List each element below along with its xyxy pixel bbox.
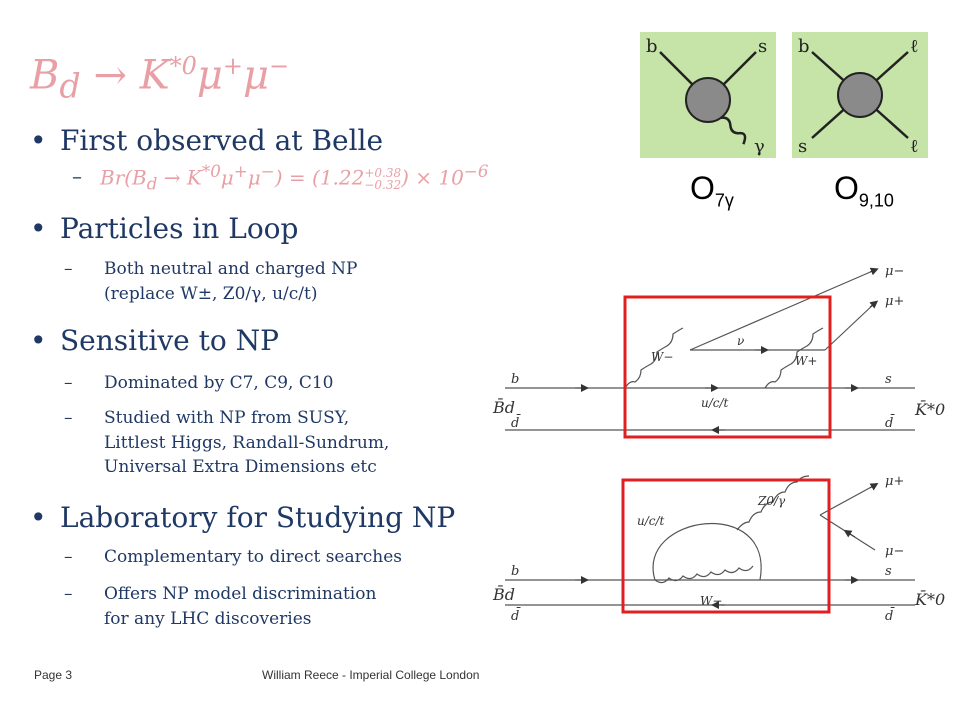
bullet-first-observed: • First observed at Belle [30, 124, 384, 157]
penguin-feynman-diagram [475, 455, 945, 630]
svg-text:μ−: μ− [885, 544, 905, 559]
svg-text:K̄*0: K̄*0 [915, 400, 945, 419]
svg-text:ν: ν [737, 334, 745, 348]
bullet-particles-loop: • Particles in Loop [30, 212, 299, 245]
bullet-dot: • [30, 124, 47, 157]
operator-o910-diagram [792, 32, 928, 158]
footer-page-number: Page 3 [34, 668, 73, 682]
svg-text:μ−: μ− [885, 264, 905, 279]
svg-text:s: s [758, 36, 768, 57]
svg-text:s: s [885, 564, 892, 579]
bullet-laboratory-np: • Laboratory for Studying NP [30, 501, 456, 534]
svg-text:B̄d: B̄d [493, 398, 515, 417]
svg-text:d̄: d̄ [511, 416, 520, 431]
svg-text:u/c/t: u/c/t [701, 396, 729, 410]
svg-text:b: b [798, 36, 810, 57]
svg-text:s: s [885, 372, 892, 387]
svg-text:W−: W− [651, 350, 674, 364]
svg-text:d̄: d̄ [885, 416, 894, 431]
svg-text:γ: γ [754, 136, 765, 157]
footer-author: William Reece - Imperial College London [262, 668, 480, 682]
branching-ratio-formula: $Br(B_d \to K^{*0}\mu^+\mu^-) = (1.22$ +0.38 −0.32 ) × $10^{-6}$ [100, 162, 489, 194]
svg-text:s: s [798, 136, 808, 157]
svg-text:B̄d: B̄d [493, 585, 515, 604]
formula-dash: – [72, 164, 82, 188]
operator-o910-label: $O_{9,10}$ [834, 170, 894, 211]
box-feynman-diagram [475, 255, 945, 455]
operator-o7-diagram [640, 32, 776, 158]
svg-text:ℓ: ℓ [910, 36, 919, 57]
svg-text:Z0/γ: Z0/γ [758, 494, 786, 508]
svg-text:W+: W+ [795, 354, 818, 368]
svg-text:u/c/t: u/c/t [637, 514, 665, 528]
svg-text:K̄*0: K̄*0 [915, 590, 945, 609]
svg-text:b: b [511, 564, 520, 579]
slide-title: $B_d \to K^{*0}\mu^+\mu^-$ [30, 52, 290, 106]
svg-text:d̄: d̄ [511, 609, 520, 624]
svg-text:b: b [511, 372, 520, 387]
svg-text:W−: W− [700, 594, 723, 608]
svg-text:ℓ: ℓ [910, 136, 919, 157]
svg-text:b: b [646, 36, 658, 57]
svg-text:μ+: μ+ [885, 294, 905, 309]
svg-text:μ+: μ+ [885, 474, 905, 489]
svg-text:d̄: d̄ [885, 609, 894, 624]
operator-o7-label: $O_{7\gamma}$ [690, 170, 734, 211]
bullet-sensitive-np: • Sensitive to NP [30, 324, 279, 357]
